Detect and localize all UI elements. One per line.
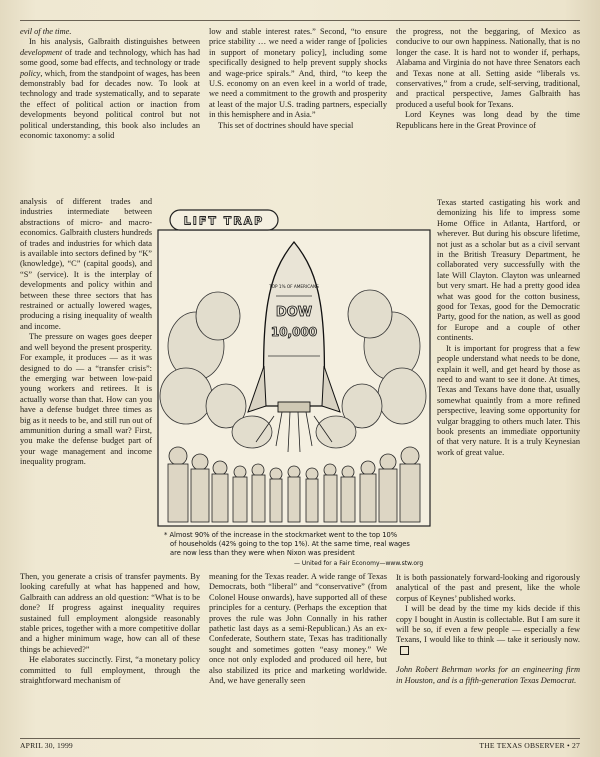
caption-line: of households (42% going to the top 1%). At the same time, real wages (170, 540, 410, 548)
cartoon-title-banner (170, 210, 278, 230)
paragraph: Lord Keynes was long dead by the time Republicans here in the Great Province of (396, 110, 580, 130)
end-mark-icon (400, 646, 409, 655)
column-1-top (20, 27, 200, 141)
rocket-label-10000: 10,000 (270, 325, 318, 339)
column-1-bottom (20, 572, 200, 686)
caption-credit: — United for a Fair Economy—www.stw.org (294, 560, 424, 567)
column-3-top (396, 27, 580, 131)
cartoon-caption (164, 531, 423, 567)
paragraph: It is both passionately forward-looking and rigorously analytical of the past and present, like the whole corpus of Keynes’ published works. (396, 573, 580, 603)
publication-page: THE TEXAS OBSERVER • 27 (479, 741, 580, 750)
paragraph: It is important for progress that a few people understand what needs to be done, explain it well, and get heard by those as need to and want to see it done. At times, Texas and Texans have done that, usually somewhat quaintly from a more refined perspective, leaving some opportunity for vulgar bragging to others much later. This book presents an immediate opportunity of that very nature. It is a truly Keynesian work of great value. (437, 343, 580, 457)
issue-date: APRIL 30, 1999 (20, 741, 73, 750)
page-footer (20, 738, 580, 750)
cartoon-illustration (156, 206, 432, 568)
caption-line: * Almost 90% of the increase in the stockmarket went to the top 10% (164, 531, 398, 539)
paragraph: low and stable interest rates.” Second, “to ensure price stability … we need a wider range of [policies in support of monetary policy], including some specifically designed to help prevent supply shocks and wage-price spirals.” And, third, “to keep the U.S. economy on an even keel in a world of trade, we need a commitment to the growth and prosperity at least of the major U.S. trading partners, especially in this hemisphere and in Asia.” (209, 27, 387, 120)
paragraph: I will be dead by the time my kids decide if this copy I bought in Austin is collectable. But I am sure it will be so, if even a few people — especially a few Texans, I would like to think — take it seriously now. (396, 604, 580, 657)
paragraph: He elaborates succinctly. First, “a monetary policy committed to full employment, through the straightforward mechanism of (20, 655, 200, 686)
rocket-label-top: TOP 1% OF AMERICANS (269, 284, 319, 289)
paragraph: This set of doctrines should have special (218, 120, 354, 130)
paragraph: analysis of different trades and industries intermediate between abstractions of micro- and macro-economics. Galbraith clusters hundreds of trades and industries for which data is available into sectors defined by “K” (knowledge), “C” (capital goods), and “S” (service). It is the interplay of developments and policy within and between these three sectors that has restrained or actually lowered wages, producing a rising inequality of wealth and income. (20, 197, 152, 331)
paragraph: Then, you generate a crisis of transfer payments. By looking carefully at what has happened and how, Galbraith can address an old question: “What is to be done? If progress against inequality requires sustained full employment alongside reasonably stable prices, together with a more competitive dollar and a higher minimum wage, how can all of these things be achieved?” (20, 572, 200, 654)
paragraph: In his analysis, Galbraith distinguishes between development of trade and technology, which has had some good, some bad effects, and technology or trade policy, which, from the standpoint of wages, has been demonstrably bad for decades now. To look at technology and trade systematically, and to separate the effect of political action or inaction from developments beyond political control but not political understanding, this book also includes an economic taxonomy: a solid (20, 37, 200, 141)
top-rule (20, 20, 580, 21)
cartoon-title: LIFT TRAP (183, 214, 265, 228)
column-1-wrap (20, 197, 152, 468)
paragraph: the progress, not the beggaring, of Mexico as conducive to our own happiness. Nationally, that is no longer the case. It is hard not to wonder if, perhaps, Alabama and Virginia do not have three Senators each and Texas none at all. Setting aside “liberals vs. conservatives,” from a crude, self-serving, traditional, and practical perspective, James Galbraith has produced a useful book for Texans. (396, 27, 580, 109)
column-2-bottom (209, 572, 387, 686)
caption-line: are now less than they were when Nixon was president (170, 549, 355, 557)
column-2-top (209, 27, 387, 131)
paragraph: The pressure on wages goes deeper and well beyond the present prosperity. For example, it produces — as it was designed to do — a “transfer crisis”: the emerging war between low-paid young workers and retirees. It is actually worse than that. How can you have a defense budget three times as big as it needs to be, and still run out of ammunition during a small war? First, you make the defense budget part of your wage management and income inequality program. (20, 332, 152, 467)
paragraph: meaning for the Texas reader. A wide range of Texas Democrats, both “liberal” and “conservative” (from Colonel House onwards), have supported all of these principles for a century. (Perhaps the exception that proves the rule was John Connally in his rather pathetic last days as a semi-Republican.) As an ex-Confederate, Southern state, Texas has traditionally sought and sometimes gotten “easy money.” We once not only exploded and produced oil here, but also stabilized its price and marketing worldwide. And, we have generally seen (209, 572, 387, 686)
column-3-wrap (437, 198, 580, 458)
paragraph: Texas started castigating his work and demonizing his life to impress some Home Office in Atlanta, Hartford, or wherever. But during his obscure lifetime, not just as a scholar but as a civil servant in the British Treasury Department, he collaborated very successfully with the late Will Clayton. Clayton was unlearned but very smart. He had a pretty good idea what was good for the cotton business, good for Texas, good for the Democratic Party, good for the nation, as well as good for Europe and a couple of other continents. (437, 198, 580, 343)
column-3-bottom (396, 573, 580, 686)
author-bio: John Robert Behrman works for an engineering firm in Houston, and is a fifth-generation Texas Democrat. (396, 665, 580, 685)
rocket-label-dow: DOW (275, 305, 313, 320)
lead-line: evil of the time. (20, 27, 72, 36)
